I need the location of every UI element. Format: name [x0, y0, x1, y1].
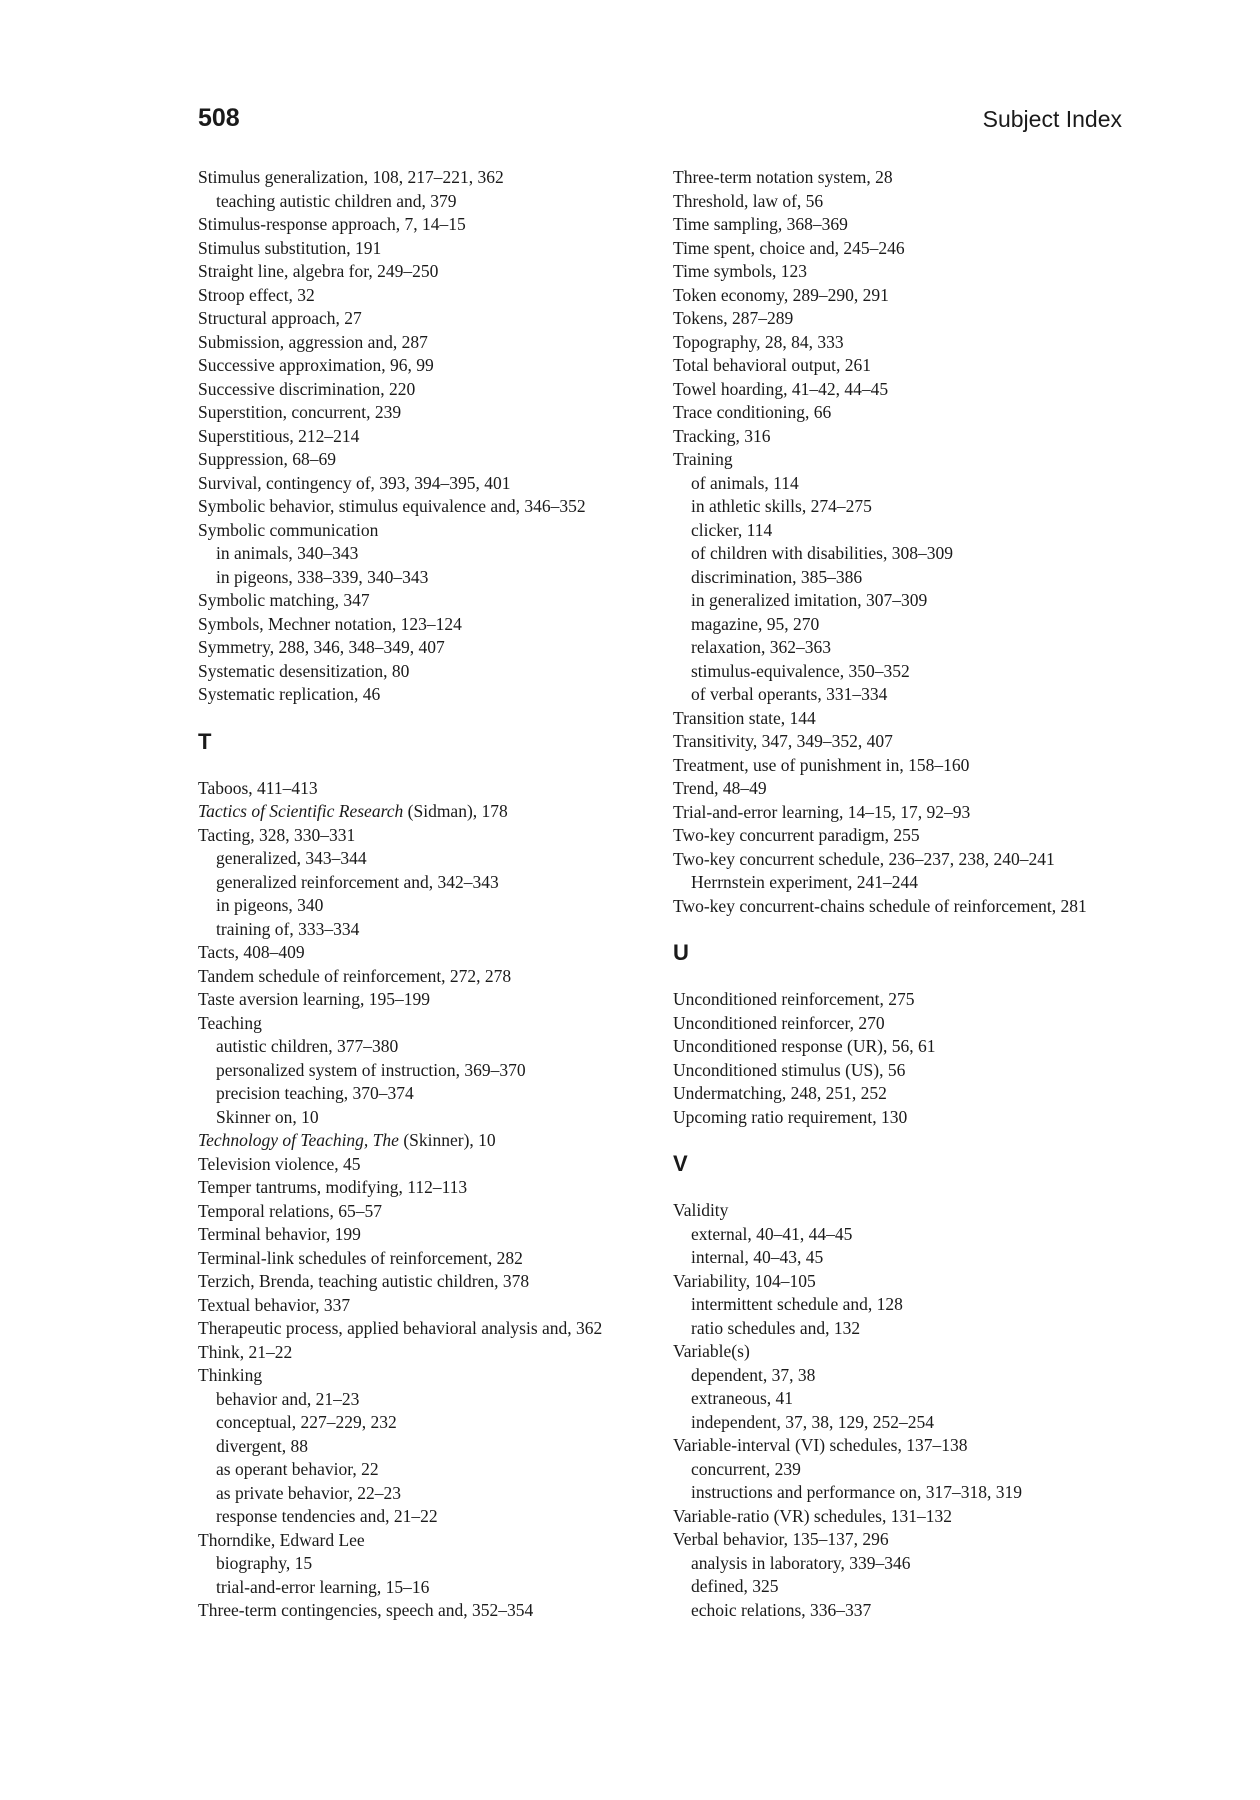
index-subentry: Skinner on, 10	[216, 1106, 319, 1127]
index-entry: Two-key concurrent paradigm, 255	[673, 825, 920, 845]
index-subentry: intermittent schedule and, 128	[691, 1294, 903, 1314]
index-entry: Variability, 104–105	[673, 1270, 816, 1291]
index-entry: Stimulus generalization, 108, 217–221, 362	[198, 167, 504, 187]
index-subentry: as private behavior, 22–23	[216, 1482, 401, 1503]
index-entry: Tokens, 287–289	[673, 308, 794, 328]
index-entry: Teaching	[198, 1012, 262, 1033]
index-subentry: extraneous, 41	[691, 1388, 794, 1408]
index-entry: Treatment, use of punishment in, 158–160	[673, 754, 970, 775]
index-subentry: in generalized imitation, 307–309	[691, 590, 928, 610]
index-entry	[198, 1129, 658, 1153]
index-entry: Therapeutic process, applied behavioral analysis and, 362	[198, 1318, 603, 1338]
index-subentry: of children with disabilities, 308–309	[691, 543, 953, 563]
index-subentry: behavior and, 21–23	[216, 1388, 360, 1409]
index-subentry: generalized reinforcement and, 342–343	[216, 871, 499, 892]
index-entry: Structural approach, 27	[198, 308, 362, 328]
index-entry: Topography, 28, 84, 333	[673, 331, 844, 352]
index-entry: Token economy, 289–290, 291	[673, 284, 889, 305]
index-entry: Taboos, 411–413	[198, 777, 318, 798]
index-subentry: autistic children, 377–380	[216, 1036, 399, 1056]
index-subentry: Herrnstein experiment, 241–244	[691, 872, 918, 892]
index-entry: Transition state, 144	[673, 707, 816, 728]
index-entry: Submission, aggression and, 287	[198, 331, 428, 352]
index-entry: Stroop effect, 32	[198, 284, 315, 305]
index-subentry: of animals, 114	[691, 472, 799, 493]
index-subentry: discrimination, 385–386	[691, 566, 863, 587]
index-subentry: stimulus-equivalence, 350–352	[691, 660, 910, 681]
index-entry: Thinking	[198, 1365, 263, 1385]
section-letter: U	[673, 940, 689, 965]
index-entry: Think, 21–22	[198, 1341, 293, 1362]
index-entry: Suppression, 68–69	[198, 449, 337, 469]
index-entry: Variable(s)	[673, 1341, 750, 1361]
work-title: Tactics of Scientific Research	[198, 801, 404, 821]
index-entry	[198, 800, 658, 824]
index-subentry: dependent, 37, 38	[691, 1364, 816, 1385]
index-subentry: of verbal operants, 331–334	[691, 684, 888, 704]
index-subentry: trial-and-error learning, 15–16	[216, 1576, 430, 1597]
index-subentry: response tendencies and, 21–22	[216, 1506, 438, 1526]
index-entry: Tacting, 328, 330–331	[198, 824, 356, 845]
index-entry: Superstition, concurrent, 239	[198, 402, 402, 422]
index-entry: Variable-interval (VI) schedules, 137–138	[673, 1435, 968, 1455]
index-entry: Taste aversion learning, 195–199	[198, 989, 431, 1009]
index-entry: Transitivity, 347, 349–352, 407	[673, 731, 893, 751]
index-entry: Symbolic matching, 347	[198, 590, 370, 610]
index-subentry: ratio schedules and, 132	[691, 1317, 861, 1338]
section-letter: T	[198, 728, 212, 754]
index-subentry: defined, 325	[691, 1576, 779, 1596]
index-entry: Time sampling, 368–369	[673, 214, 848, 234]
index-entry: Two-key concurrent schedule, 236–237, 238, 240–241	[673, 848, 1055, 869]
index-entry: Successive approximation, 96, 99	[198, 355, 434, 375]
index-subentry: as operant behavior, 22	[216, 1459, 379, 1479]
index-column-left	[198, 166, 658, 1623]
index-entry: Tacts, 408–409	[198, 942, 305, 962]
index-entry: Symbolic communication	[198, 519, 379, 540]
index-entry: Thorndike, Edward Lee	[198, 1529, 365, 1550]
index-entry: Two-key concurrent-chains schedule of reinforcement, 281	[673, 895, 1087, 916]
index-subentry: training of, 333–334	[216, 918, 360, 939]
index-entry: Training	[673, 449, 733, 469]
index-entry: Trial-and-error learning, 14–15, 17, 92–93	[673, 801, 971, 822]
index-entry: Superstitious, 212–214	[198, 425, 360, 446]
index-entry: Tracking, 316	[673, 425, 771, 446]
index-entry: Time spent, choice and, 245–246	[673, 237, 905, 258]
index-subentry: divergent, 88	[216, 1435, 309, 1456]
index-entry: Symmetry, 288, 346, 348–349, 407	[198, 637, 445, 657]
index-entry: Validity	[673, 1200, 729, 1220]
index-entry: Three-term notation system, 28	[673, 167, 893, 187]
index-entry: Temporal relations, 65–57	[198, 1200, 382, 1221]
index-subentry: personalized system of instruction, 369–370	[216, 1059, 526, 1080]
index-entry: Straight line, algebra for, 249–250	[198, 261, 439, 281]
index-entry: Time symbols, 123	[673, 261, 808, 281]
index-entry: Terzich, Brenda, teaching autistic children, 378	[198, 1271, 530, 1291]
index-entry: Stimulus-response approach, 7, 14–15	[198, 214, 466, 234]
index-subentry: in animals, 340–343	[216, 543, 359, 563]
index-entry: Terminal behavior, 199	[198, 1224, 361, 1244]
index-subentry: biography, 15	[216, 1553, 313, 1573]
index-entry: Systematic desensitization, 80	[198, 660, 410, 681]
index-entry: Unconditioned reinforcement, 275	[673, 989, 915, 1009]
index-entry: Systematic replication, 46	[198, 684, 381, 704]
index-subentry: conceptual, 227–229, 232	[216, 1412, 397, 1432]
index-entry: Unconditioned reinforcer, 270	[673, 1012, 885, 1033]
index-subentry: concurrent, 239	[691, 1458, 801, 1479]
index-entry: Towel hoarding, 41–42, 44–45	[673, 378, 889, 399]
index-subentry: echoic relations, 336–337	[691, 1599, 872, 1620]
running-title: Subject Index	[982, 106, 1122, 132]
index-entry: Trend, 48–49	[673, 778, 767, 798]
index-subentry: external, 40–41, 44–45	[691, 1223, 853, 1244]
index-entry: Stimulus substitution, 191	[198, 237, 382, 258]
index-entry: Total behavioral output, 261	[673, 355, 872, 375]
index-subentry: instructions and performance on, 317–318, 319	[691, 1482, 1022, 1502]
index-entry: Temper tantrums, modifying, 112–113	[198, 1177, 468, 1197]
index-entry: Symbolic behavior, stimulus equivalence and, 346–352	[198, 496, 586, 516]
page-number: 508	[198, 104, 240, 132]
index-entry: Symbols, Mechner notation, 123–124	[198, 613, 462, 634]
index-entry: Television violence, 45	[198, 1153, 361, 1174]
index-subentry: analysis in laboratory, 339–346	[691, 1552, 911, 1573]
work-title: Technology of Teaching, The	[198, 1130, 399, 1150]
index-subentry: generalized, 343–344	[216, 848, 367, 868]
index-entry: Survival, contingency of, 393, 394–395, 401	[198, 472, 511, 493]
index-entry: Successive discrimination, 220	[198, 378, 416, 399]
entry-text: (Skinner), 10	[398, 1130, 496, 1150]
index-entry: Three-term contingencies, speech and, 352–354	[198, 1600, 534, 1620]
index-entry: Undermatching, 248, 251, 252	[673, 1083, 887, 1103]
index-subentry: in pigeons, 338–339, 340–343	[216, 566, 429, 587]
index-entry: Unconditioned response (UR), 56, 61	[673, 1036, 936, 1056]
index-entry: Threshold, law of, 56	[673, 190, 824, 211]
index-subentry: in athletic skills, 274–275	[691, 496, 872, 516]
index-subentry: independent, 37, 38, 129, 252–254	[691, 1411, 935, 1432]
index-column-right	[673, 166, 1143, 1622]
index-entry: Variable-ratio (VR) schedules, 131–132	[673, 1505, 952, 1526]
index-subentry: magazine, 95, 270	[691, 613, 820, 634]
entry-text: (Sidman), 178	[403, 801, 508, 821]
index-subentry: in pigeons, 340	[216, 895, 324, 915]
index-entry: Upcoming ratio requirement, 130	[673, 1106, 908, 1127]
index-subentry: internal, 40–43, 45	[691, 1247, 824, 1267]
section-letter: V	[673, 1151, 688, 1176]
index-entry: Trace conditioning, 66	[673, 402, 832, 422]
index-entry: Textual behavior, 337	[198, 1294, 351, 1315]
index-entry: Terminal-link schedules of reinforcement, 282	[198, 1247, 523, 1268]
index-entry: Unconditioned stimulus (US), 56	[673, 1059, 906, 1080]
index-entry: Tandem schedule of reinforcement, 272, 278	[198, 965, 512, 986]
index-subentry: clicker, 114	[691, 519, 773, 540]
index-subentry: precision teaching, 370–374	[216, 1083, 414, 1103]
index-entry: Verbal behavior, 135–137, 296	[673, 1529, 889, 1549]
index-subentry: teaching autistic children and, 379	[216, 190, 457, 211]
index-subentry: relaxation, 362–363	[691, 637, 831, 657]
